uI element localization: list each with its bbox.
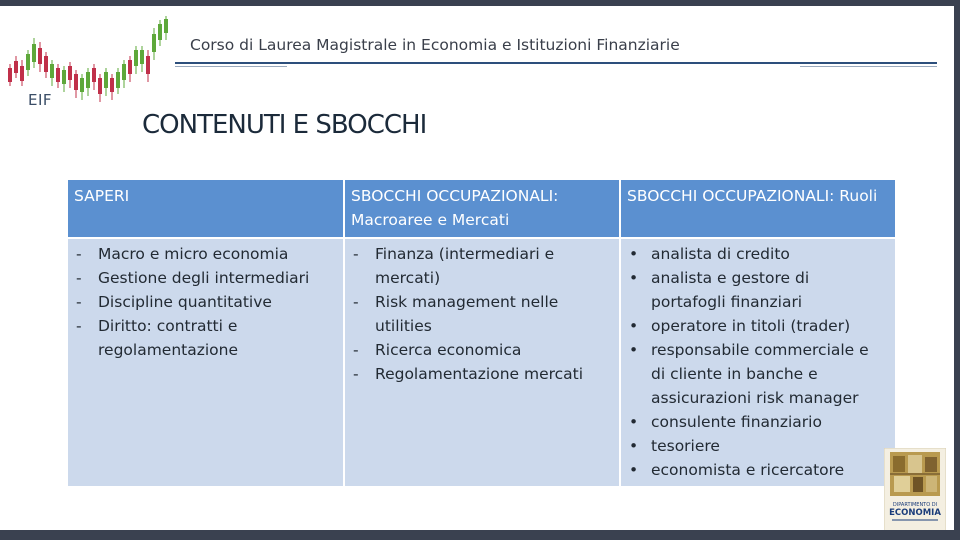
dept-logo-line1: DIPARTIMENTO DI [892,502,938,508]
list-item-text: operatore in titoli (trader) [651,317,851,335]
list-item [627,314,887,338]
header-divider-accent-right [800,66,937,67]
list-marker: - [76,245,82,263]
list-item-text: tesoriere [651,437,720,455]
list-marker: - [353,341,359,359]
header-divider-accent-left [175,66,287,67]
list-item-text: consulente finanziario [651,413,822,431]
list-item-text: Risk management nelle utilities [375,293,559,335]
list-item [351,290,611,338]
list-item [351,362,611,386]
list-item-text: analista di credito [651,245,790,263]
list-item [627,458,887,482]
list-item-text: economista e ricercatore [651,461,845,479]
list-item [627,434,887,458]
candlestick-chart-icon [0,16,180,106]
course-title: Corso di Laurea Magistrale in Economia e Istituzioni Finanziarie [190,36,680,54]
list-marker: • [629,413,639,431]
slide [0,6,954,530]
list-item-text: Macro e micro economia [98,245,289,263]
list-item-text: responsabile commerciale e di cliente in banche e assicurazioni risk manager [651,341,869,407]
macroaree-list [351,242,611,386]
list-item-text: Diritto: contratti e regolamentazione [98,317,239,359]
table-header-row [67,179,896,238]
list-item-text: Regolamentazione mercati [375,365,584,383]
list-item-text: analista e gestore di portafogli finanziari [651,269,810,311]
list-item [627,338,887,410]
list-marker: - [76,293,82,311]
column-header-saperi: SAPERI [67,179,344,238]
list-item-text: Finanza (intermediari e mercati) [375,245,555,287]
department-logo-icon [884,448,946,530]
list-item [627,266,887,314]
list-item-text: Ricerca economica [375,341,522,359]
column-header-macroaree: SBOCCHI OCCUPAZIONALI: Macroaree e Mercati [344,179,620,238]
list-marker: - [353,245,359,263]
list-item-text: Gestione degli intermediari [98,269,310,287]
list-item [351,242,611,290]
list-item [74,242,335,266]
column-cell-ruoli [620,238,896,487]
column-cell-saperi [67,238,344,487]
list-marker: - [353,293,359,311]
list-marker: - [353,365,359,383]
list-marker: • [629,245,639,263]
list-item [627,410,887,434]
list-marker: • [629,317,639,335]
list-item [74,266,335,290]
list-marker: - [76,269,82,287]
list-item [351,338,611,362]
content-table [66,178,897,488]
column-header-ruoli: SBOCCHI OCCUPAZIONALI: Ruoli [620,179,896,238]
list-marker: - [76,317,82,335]
header-divider [175,62,937,64]
saperi-list [74,242,335,362]
list-item-text: Discipline quantitative [98,293,272,311]
list-marker: • [629,461,639,479]
list-item [627,242,887,266]
eif-logo-label: EIF [28,91,53,109]
list-marker: • [629,437,639,455]
list-marker: • [629,341,639,359]
ruoli-list [627,242,887,482]
list-item [74,290,335,314]
dept-logo-line2: ECONOMIA [889,508,941,518]
table-row [67,238,896,487]
list-marker: • [629,269,639,287]
list-item [74,314,335,362]
section-title: CONTENUTI E SBOCCHI [142,110,427,140]
column-cell-macroaree [344,238,620,487]
